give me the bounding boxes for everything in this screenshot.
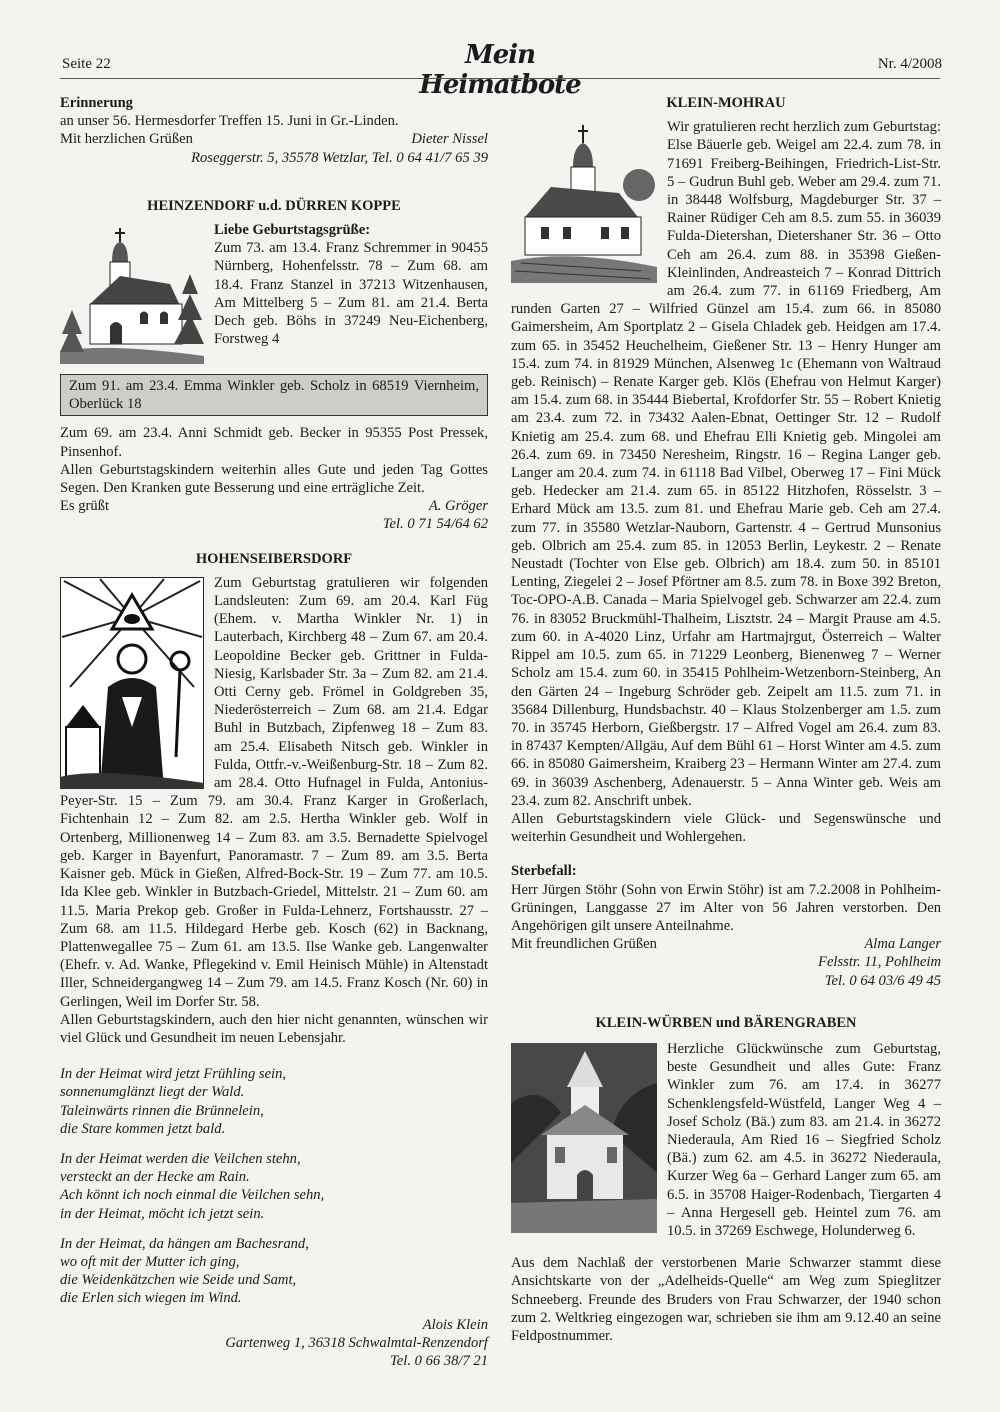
chapel-photo <box>511 1043 657 1233</box>
header-rule <box>60 78 940 79</box>
poem-stanza <box>60 1235 488 1308</box>
poem-line: versteckt an der Hecke am Rain. <box>60 1169 250 1186</box>
right-column <box>511 94 941 1345</box>
poem-line: wo oft mit der Mutter ich ging, <box>60 1253 240 1270</box>
kleinwuerben-title: KLEIN-WÜRBEN und BÄRENGRABEN <box>595 1014 857 1031</box>
heinzendorf-tel: Tel. 0 71 54/64 62 <box>382 516 488 533</box>
page-number: Seite 22 <box>62 56 111 72</box>
kleinmohrau-title: KLEIN-MOHRAU <box>666 95 786 111</box>
hohenseibersdorf-wish: Allen Geburtstagskindern, auch den hier nicht genannten, wünschen wir viel Glück und Gesundheit im neuen Lebensjahr. <box>60 1011 488 1046</box>
poem-line: In der Heimat, da hängen am Bachesrand, <box>60 1235 309 1252</box>
poem-line: In der Heimat werden die Veilchen stehn, <box>60 1150 301 1167</box>
sterbefall-title: Sterbefall: <box>511 863 577 880</box>
kleinwuerben-birthdays: Herzliche Glückwünsche zum Geburtstag, beste Gesundheit und alles Gute: Franz Winkler zum 76. am 17.4. in 36277 Schenklengsfeld-Wüstfeld, Langer Weg 4 – Josef Scholz (Bä.) zum 83. am 21.4. in 36272 Niederaula, Am Ried 16 – Siegfried Scholz (Bä.) zum 62. am 4.5. in 36272 Niederaula, Kurzer Weg 6a – Gerhard Langer zum 65. am 6.5. in 35708 Haiger-Rodenbach, Tiergarten 4 – Anna Hergesell geb. Heintel zum 76. am 10.5. in 37269 Eschwege, Holunderweg 6. <box>667 1040 941 1239</box>
kleinmohrau-birthdays: Wir gratulieren recht herzlich zum Geburtstag: Else Bäuerle geb. Weigel am 22.4. zum 78. in 71691 Freiberg-Beihingen, Friedrich-List-Str. 5 – Gudrun Buhl geb. Weber am 29.4. zum 71. in 38448 Wolfsburg, Magdeburger Str. 37 – Rainer Rüdiger Ceh am 8.5. zum 55. in 36039 Fulda-Dietershan, Dietershaner Str. 36 – Otto Ceh am 26.4. zum 88. in 35398 Gießen-Kleinlinden, Andreasteich 7 – Konrad Dittrich am 26.4. zum 77. in 61169 Friedberg, Am runden Garten 27 – Wilfried Günzel am 15.4. zum 66. in 85080 Gaimersheim, Am Sportplatz 2 – Gisela Chladek geb. Heidgen am 17.4. zum 65. in 35452 Heuchelheim, Gießener Str. 13 – Henry Hunger am 15.4. zum 74. in 81929 München, Alsenweg 1c (Ehemann von Waltraud geb. Reinisch) – Renate Karger geb. Klös (Ehefrau von Helmut Karger) am 15.4. zum 68. in 35444 Biebertal, Krofdorfer Str. 55 – Robert Knietig am 23.4. zum 72. in 73432 Aalen-Ebnat, Oettinger Str. 12 – Rudolf Knietig am 25.4. zum 68. und Ehefrau Elli Knietig geb. Mingolei am 26.4. zum 69. in 73450 Neresheim, Ringstr. 16 – Regina Langer geb. Langer am 20.4. zum 74. in 61118 Bad Vilbel, Oberweg 17 – Fini Mück geb. Hedecker am 21.4. zum 65. in 85122 Hitzhofen, Rösselstr. 3 – Erhard Mück am 13.5. zum 81. und Ehefrau Marie geb. Ceh am 27.4. zum 77. in 35580 Wetzlar-Nauborn, Gartenstr. 4 – Gertrud Munsonius geb. Olbrich am 25.4. zum 85. in 12053 Berlin, Leykestr. 2 – Renate Neustadt (Tochter von Else geb. Olbrich) am 18.4. zum 50. in 85101 Lenting, Ziegelei 2 – Josef Pförtner am 8.5. zum 78. in Boxe 392 Breton, Toc-OPO-A.B. Canada – Maria Spielvogel geb. Schwarzer am 22.4. zum 76. in 83052 Bruckmühl-Thalheim, Lisztstr. 24 – Margit Prause am 4.5. zum 60. in A-4020 Linz, Urfahr am Hartmajrgut, Österreich – Walter Rippel am 10.5. zum 65. in 71229 Leonberg, Bienenweg 7 – Werner Scholz am 15.4. zum 60. in 35415 Pohlheim-Wetzenborn-Steinberg, An den Gärten 24 – Ingeburg Schröder geb. Zeipelt am 11.5. zum 71. in 35684 Dillenburg, Hundsbachstr. 40 – Klaus Stolzenberger am 1.5. zum 70. in 35745 Herborn, Gießbergstr. 17 – Alfred Vogel am 26.4. zum 83. in 87437 Kempten/Allgäu, Auf dem Bühl 61 – Horst Winter am 4.5. zum 66. in 85080 Gaimersheim, Kraiberg 23 – Hermann Winter am 27.4. zum 69. in 36039 Aschenberg, Adenauerstr. 5 – Anna Winter geb. Weis am 23.4. zum 82. Anschrift unbek. <box>511 119 941 809</box>
sterbefall-tel: Tel. 0 64 03/6 49 45 <box>824 972 941 989</box>
poem-line: die Erlen sich wiegen im Wind. <box>60 1290 242 1307</box>
poem-stanza <box>60 1150 488 1223</box>
poem-line: in der Heimat, möcht ich jetzt sein. <box>60 1205 265 1222</box>
sterbefall-text: Herr Jürgen Stöhr (Sohn von Erwin Stöhr) ist am 7.2.2008 in Pohlheim-Grüningen, Langgasse 27 im Alter von 56 Jahren verstorben. Den Angehörigen gilt unsere Anteilnahme. <box>511 881 941 934</box>
erinnerung-address: Roseggerstr. 5, 35578 Wetzlar, Tel. 0 64 41/7 65 39 <box>191 149 488 166</box>
heinzendorf-after: Zum 69. am 23.4. Anni Schmidt geb. Becker in 95355 Post Pressek, Pinsenhof. <box>60 425 488 460</box>
erinnerung-signature: Dieter Nissel <box>411 131 488 148</box>
poem-line: die Stare kommen jetzt bald. <box>60 1120 226 1137</box>
erinnerung-greeting: Mit herzlichen Grüßen <box>60 131 193 148</box>
poem <box>60 1065 488 1307</box>
poem-author-address: Gartenweg 1, 36318 Schwalmtal-Renzendorf <box>225 1334 488 1351</box>
erinnerung-title: Erinnerung <box>60 95 133 111</box>
poem-line: die Weidenkätzchen wie Seide und Samt, <box>60 1272 297 1289</box>
heinzendorf-signature: A. Gröger <box>428 498 488 515</box>
poem-line: sonnenumglänzt liegt der Wald. <box>60 1084 245 1101</box>
heinzendorf-greeting: Liebe Geburtstagsgrüße: <box>214 222 371 239</box>
left-column <box>60 94 488 1370</box>
poem-line: Taleinwärts rinnen die Brünnelein, <box>60 1102 264 1119</box>
sterbefall-signature: Alma Langer <box>864 936 941 953</box>
issue-number: Nr. 4/2008 <box>877 56 942 72</box>
hohenseibersdorf-title: HOHENSEIBERSDORF <box>195 550 353 567</box>
hohenseibersdorf-birthdays: Zum Geburtstag gratulieren wir folgenden Landsleuten: Zum 69. am 20.4. Karl Füg (Ehem. v. Martha Winkler Nr. 1) in Lauterbach, Kirchberg 48 – Zum 67. am 20.4. Leopoldine Becker geb. Grittner in Fulda-Niesig, Karlsbader Str. 3a – Zum 82. am 21.4. Otti Cerny geb. Frömel in Goldgreben 35, Niederösterreich – Zum 68. am 21.4. Edgar Buhl in Butzbach, Zipfenweg 18 – Zum 83. am 25.4. Elisabeth Nitsch geb. Winkler in Fulda, Ottfr.-v.-Weißenburg-Str. 18 – Zum 82. am 28.4. Otto Hufnagel in Fulda, Antonius-Peyer-Str. 15 – Zum 79. am 30.4. Franz Karger in Großerlach, Fichtenhain 12 – Zum 82. am 2.5. Hertha Winkler geb. Wolf in Ortenberg, Millionenweg 14 – Zum 83. am 3.5. Bernadette Spielvogel geb. Karger in Bayenfurt, Panoramastr. 7 – Zum 89. am 3.5. Berta Kaisner geb. Mück in Gießen, Alfred-Bock-Str. 19 – Zum 77. am 10.5. Ida Klee geb. Winkler in Butzbach-Griedel, Mittelstr. 21 – Zum 60. am 11.5. Maria Prekop geb. Großer in Fulda-Lehnerz, Fortshausstr. 27 – Zum 68. am 11.5. Hildegard Herbe geb. Kosch (62) in Backnang, Plattenwegallee 75 – Zum 61. am 13.5. Ilse Wanke geb. Langenwalter (Ehefr. v. Ad. Wanke, Pflegekind v. Emil Heinisch Mühle) in Altenstadt Iller, Schneidergangweg 14 – Zum 79. am 14.5. Franz Kosch (Nr. 60) in Gerlingen, Weil im Dorfer Str. 58. <box>60 574 488 1010</box>
heinzendorf-birthdays: Zum 73. am 13.4. Franz Schremmer in 90455 Nürnberg, Hohenfelsstr. 78 – Zum 68. am 18.4. Franz Stanzel in 37213 Witzenhausen, Am Mittelberg 5 – Zum 81. am 21.4. Berta Dech geb. Böhs in 37249 Neu-Eichenberg, Forstweg 4 <box>214 240 488 348</box>
sterbefall-gruss: Mit freundlichen Grüßen <box>511 936 657 953</box>
heinzendorf-wish: Allen Geburtstagskindern weiterhin alles Gute und jeden Tag Gottes Segen. Den Kranken gute Besserung und eine erträgliche Zeit. <box>60 461 488 497</box>
heinzendorf-title: HEINZENDORF u.d. DÜRREN KOPPE <box>147 197 401 214</box>
woodcut-illustration <box>60 577 204 789</box>
poem-line: Ach könnt ich noch einmal die Veilchen sehn, <box>60 1187 325 1204</box>
highlight-box <box>60 374 488 416</box>
poem-stanza <box>60 1065 488 1138</box>
highlight-box-text: Zum 91. am 23.4. Emma Winkler geb. Scholz in 68519 Viernheim, Oberlück 18 <box>69 378 479 413</box>
heinzendorf-gruss: Es grüßt <box>60 498 110 515</box>
church-illustration <box>60 224 204 364</box>
poem-author-tel: Tel. 0 66 38/7 21 <box>390 1352 488 1369</box>
masthead-title: Mein Heimatbote <box>419 40 581 100</box>
sterbefall-address: Felsstr. 11, Pohlheim <box>818 954 941 971</box>
nachlass-text: Aus dem Nachlaß der verstorbenen Marie Schwarzer stammt diese Ansichtskarte von der „Adelheids-Quelle“ am Weg zum Spieglitzer Schneeberg. Freunde des Bruders von Frau Schwarzer, der 1940 schon zum 2. Weltkrieg eingezogen war, schrieben sie ihm am 9.12.40 an seine Feldpostnummer. <box>511 1255 941 1344</box>
poem-author: Alois Klein <box>422 1316 488 1333</box>
poem-line: In der Heimat wird jetzt Frühling sein, <box>60 1066 287 1083</box>
erinnerung-line: an unser 56. Hermesdorfer Treffen 15. Juni in Gr.-Linden. <box>60 113 399 130</box>
village-church-illustration <box>511 121 657 283</box>
kleinmohrau-wish: Allen Geburtstagskindern viele Glück- und Segenswünsche und weiterhin Gesundheit und Wohlergehen. <box>511 810 941 846</box>
